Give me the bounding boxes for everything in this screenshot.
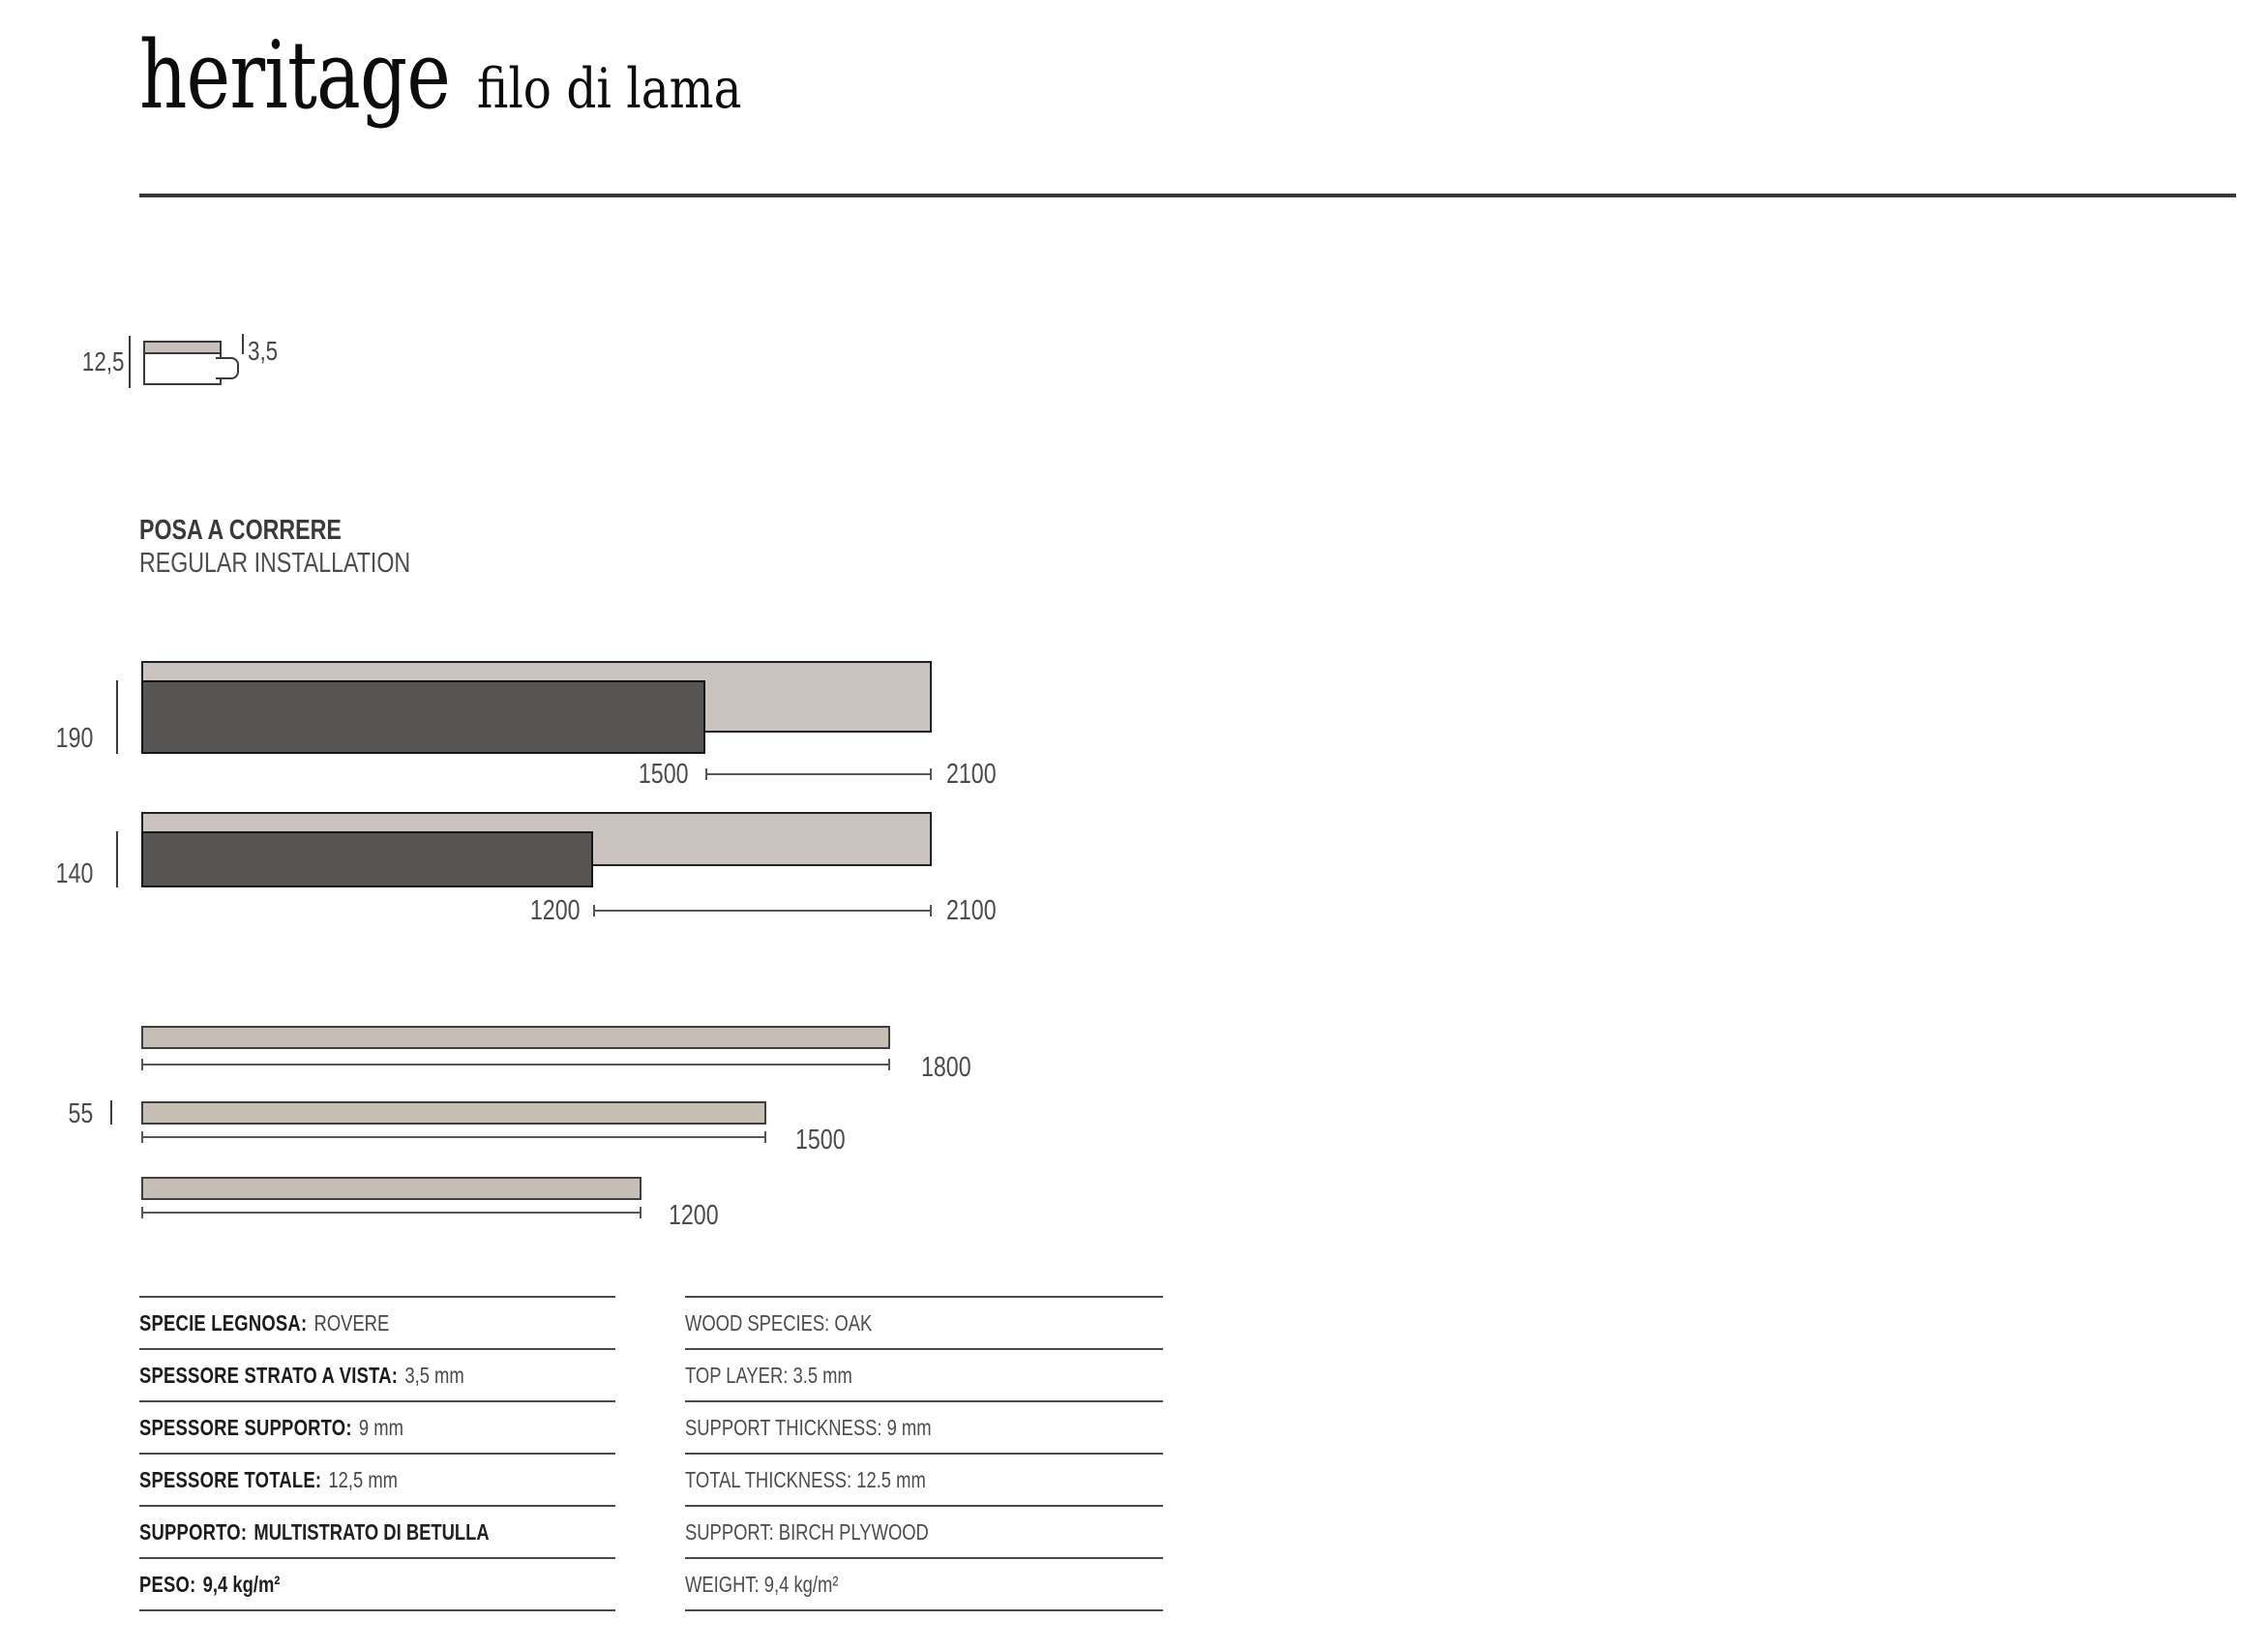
strip-width-label: 55 <box>68 1098 93 1129</box>
spec-text: WOOD SPECIES: OAK <box>685 1309 873 1336</box>
strip-1800-dimension-line <box>141 1064 890 1066</box>
spec-text: TOTAL THICKNESS: 12.5 mm <box>685 1466 926 1492</box>
plank-140-dimension-line <box>593 910 932 912</box>
profile-top-layer-label: 3,5 <box>248 336 279 366</box>
installation-heading-en: REGULAR INSTALLATION <box>139 548 411 579</box>
installation-heading-it: POSA A CORRERE <box>139 515 342 546</box>
spec-value: 9,4 kg/m² <box>202 1571 281 1597</box>
plank-190-width-label: 190 <box>55 723 93 754</box>
plank-190-length-dark-label: 1500 <box>639 759 689 790</box>
profile-top-layer <box>145 343 220 354</box>
strip-1200-bar <box>141 1177 642 1200</box>
spec-text: SUPPORT: BIRCH PLYWOOD <box>685 1518 929 1545</box>
spec-value: ROVERE <box>313 1309 390 1336</box>
plank-140-dark-bar <box>141 831 593 887</box>
spec-label: SPESSORE STRATO A VISTA: <box>139 1362 399 1388</box>
strip-width-measure-line <box>110 1100 112 1125</box>
spec-row <box>685 1348 1163 1400</box>
strip-1500-bar <box>141 1101 766 1125</box>
profile-total-thickness-label: 12,5 <box>81 346 124 376</box>
strip-1200-dimension-line <box>141 1212 642 1214</box>
plank-190-dark-bar <box>141 680 705 754</box>
strip-1800-bar <box>141 1026 890 1049</box>
plank-140-width-measure-line <box>116 831 118 887</box>
profile-tongue <box>216 357 239 379</box>
strip-1500-dimension-line <box>141 1136 766 1138</box>
spec-text: SUPPORT THICKNESS: 9 mm <box>685 1414 932 1440</box>
profile-top-layer-tick <box>242 334 244 354</box>
spec-value: 9 mm <box>358 1414 403 1440</box>
plank-190-dimension-line <box>705 773 932 775</box>
profile-thickness-measure-line <box>129 336 131 388</box>
profile-cross-section <box>143 341 222 385</box>
spec-value: 12,5 mm <box>328 1466 398 1492</box>
spec-row <box>139 1453 615 1505</box>
spec-row <box>685 1557 1163 1609</box>
page-title <box>139 21 789 130</box>
spec-label: SPECIE LEGNOSA: <box>139 1309 308 1336</box>
plank-190-length-light-label: 2100 <box>946 759 997 790</box>
spec-row <box>139 1348 615 1400</box>
header-divider <box>139 194 2236 197</box>
spec-row <box>685 1453 1163 1505</box>
spec-row <box>139 1296 615 1348</box>
spec-row <box>139 1557 615 1609</box>
plank-140-length-light-label: 2100 <box>946 895 997 926</box>
spec-row <box>685 1400 1163 1453</box>
spec-value: 3,5 mm <box>404 1362 464 1388</box>
spec-value: MULTISTRATO DI BETULLA <box>254 1518 490 1545</box>
spec-text: WEIGHT: 9,4 kg/m² <box>685 1571 839 1597</box>
spec-row <box>685 1505 1163 1557</box>
spec-label: SPESSORE SUPPORTO: <box>139 1414 352 1440</box>
spec-text: TOP LAYER: 3.5 mm <box>685 1362 852 1388</box>
spec-table-en <box>685 1296 1163 1611</box>
product-name: heritage <box>139 21 451 130</box>
spec-label: PESO: <box>139 1571 196 1597</box>
spec-label: SUPPORTO: <box>139 1518 248 1545</box>
strip-1200-length-label: 1200 <box>669 1200 719 1231</box>
strip-1500-length-label: 1500 <box>795 1125 846 1156</box>
spec-label: SPESSORE TOTALE: <box>139 1466 322 1492</box>
plank-190-width-measure-line <box>116 680 118 754</box>
spec-row <box>685 1296 1163 1348</box>
spec-row <box>139 1400 615 1453</box>
plank-140-width-label: 140 <box>55 858 93 889</box>
spec-table-it <box>139 1296 615 1611</box>
plank-140-length-dark-label: 1200 <box>530 895 581 926</box>
spec-row <box>139 1505 615 1557</box>
strip-1800-length-label: 1800 <box>921 1052 971 1083</box>
product-variant: filo di lama <box>477 57 742 121</box>
